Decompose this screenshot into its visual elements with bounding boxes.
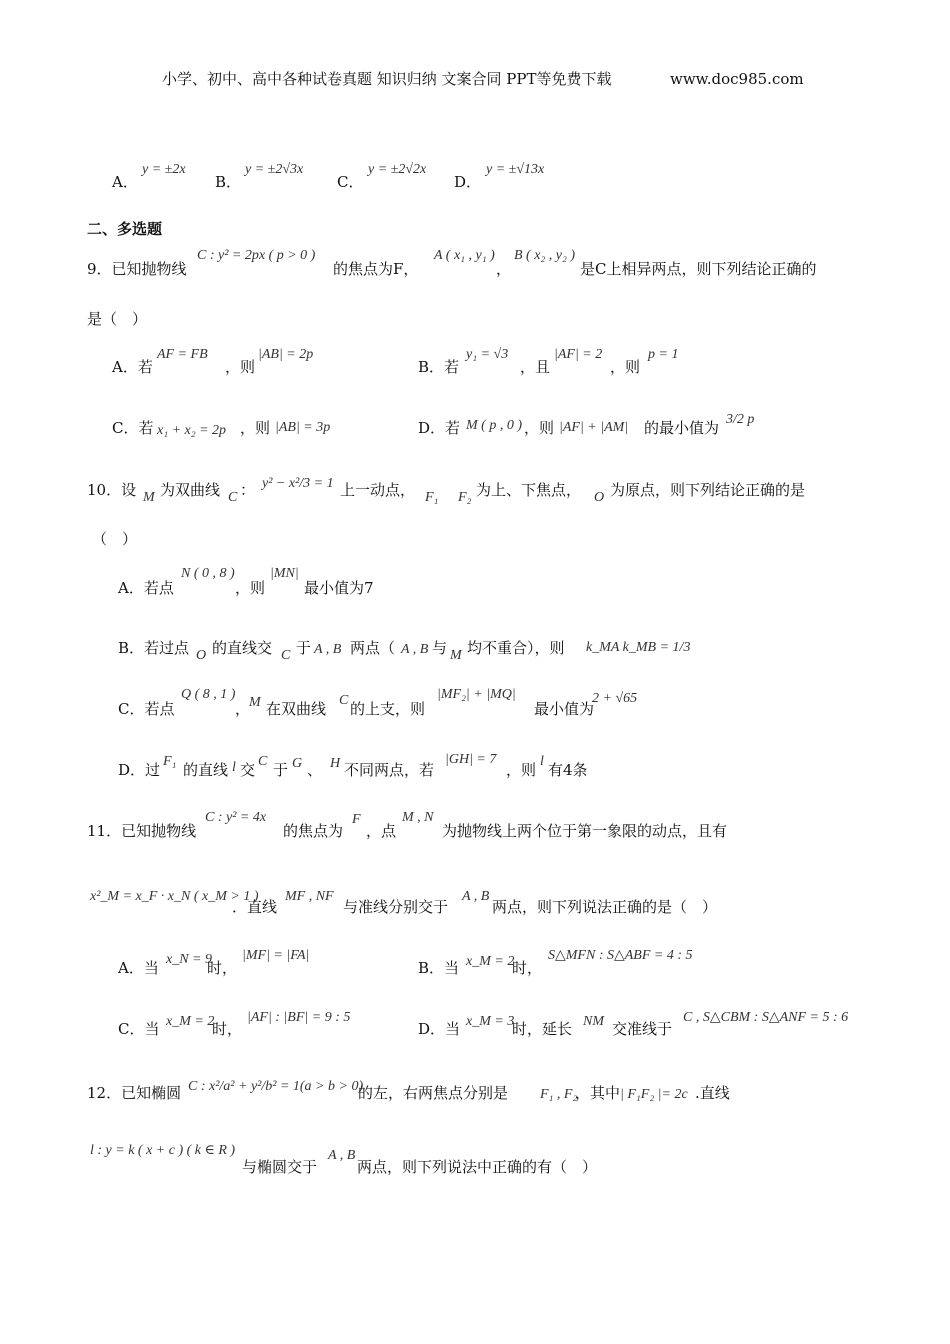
text: 的左，右两焦点分别是: [358, 1084, 509, 1102]
text: ，且: [520, 358, 551, 376]
text: 的直线交: [212, 639, 273, 657]
formula: F₁: [425, 490, 439, 505]
text: 的最小值为: [644, 419, 720, 437]
option-label: C．: [337, 173, 364, 191]
formula: C: [281, 648, 291, 663]
option-label: D．: [454, 173, 482, 191]
text: 为抛物线上两个位于第一象限的动点，且有: [442, 822, 728, 840]
formula: G: [292, 756, 303, 771]
text: 交准线于: [612, 1020, 673, 1038]
text: 两点，则下列说法正确的是（ ）: [492, 898, 718, 916]
formula: |AF| + |AM|: [559, 420, 629, 435]
text: 9．已知抛物线: [87, 260, 187, 278]
formula: x_M = 2: [466, 954, 515, 969]
option-label: A．若点: [118, 579, 174, 597]
text: 于: [273, 761, 289, 779]
text: 的上支，则: [350, 700, 426, 718]
formula: F₁: [163, 754, 177, 769]
text: 上一动点，: [340, 481, 416, 499]
text: 12．已知椭圆: [87, 1084, 182, 1102]
text: 是（ ）: [87, 310, 148, 328]
formula: F₂: [458, 490, 472, 505]
formula: B ( x₂ , y₂ ): [514, 248, 576, 263]
text: ，则: [506, 761, 537, 779]
text: 、: [307, 761, 323, 779]
formula: O: [594, 490, 605, 505]
formula: x_N = 9: [166, 952, 212, 967]
text: 有4条: [548, 761, 588, 779]
option-label: B．当: [418, 959, 460, 977]
formula: A , B: [462, 889, 490, 904]
text: 时，: [212, 1020, 243, 1038]
formula: x_M = 3: [466, 1014, 515, 1029]
formula: y² − x²/3 = 1: [262, 476, 334, 491]
option-label: D．当: [418, 1020, 461, 1038]
formula: A , B: [314, 642, 342, 657]
formula: C: [228, 490, 238, 505]
formula: y = ±2√3x: [245, 162, 304, 177]
text: 不同两点，若: [344, 761, 435, 779]
option-label: B．: [215, 173, 242, 191]
text: ，则: [225, 358, 256, 376]
formula: C : y² = 2px ( p > 0 ): [197, 248, 316, 263]
formula: l: [232, 760, 236, 775]
formula: |MF| = |FA|: [242, 948, 310, 963]
text: ，其中: [575, 1084, 621, 1102]
text: 时，: [512, 959, 543, 977]
text: 两点，则下列说法中正确的有（ ）: [357, 1158, 598, 1176]
text: （ ）: [92, 530, 138, 548]
formula: M ( p , 0 ): [466, 418, 522, 433]
option-label: C．若: [112, 419, 154, 437]
option-label: A．若: [112, 358, 153, 376]
option-label: D．若: [418, 419, 461, 437]
text: 两点（: [350, 639, 396, 657]
formula: k_MA k_MB = 1/3: [586, 640, 691, 655]
formula: y = ±2x: [142, 162, 186, 177]
formula: Q ( 8 , 1 ): [181, 687, 236, 702]
formula: x_M = 2: [166, 1014, 215, 1029]
option-label: C．若点: [118, 700, 175, 718]
text: ，: [235, 700, 251, 718]
formula: O: [196, 648, 207, 663]
formula: H: [330, 756, 341, 771]
formula: x²_M = x_F · x_N ( x_M > 1 ): [90, 889, 259, 904]
text: 时，: [207, 959, 238, 977]
text: 10．设: [87, 481, 137, 499]
text: ．直线: [232, 898, 278, 916]
formula: |AF| : |BF| = 9 : 5: [247, 1010, 351, 1025]
formula: |MN|: [270, 566, 299, 581]
formula: C : y² = 4x: [205, 810, 267, 825]
text: 均不重合），则: [467, 639, 565, 657]
text: 为原点，则下列结论正确的是: [610, 481, 806, 499]
formula: |GH| = 7: [445, 752, 497, 767]
formula: F: [352, 812, 361, 827]
formula: M: [249, 695, 261, 710]
option-label: D．过: [118, 761, 161, 779]
text: 交: [240, 761, 256, 779]
formula: A , B: [328, 1148, 356, 1163]
text: 的焦点为F，: [333, 260, 419, 278]
text: ：: [240, 481, 256, 499]
formula: F₁ , F₂: [540, 1087, 578, 1102]
formula: | F₁F₂ |= 2c: [620, 1087, 688, 1102]
formula: C : x²/a² + y²/b² = 1(a > b > 0): [188, 1079, 364, 1094]
text: 为上、下焦点，: [476, 481, 582, 499]
formula: y = ±√13x: [486, 162, 545, 177]
formula: x₁ + x₂ = 2p: [157, 423, 227, 438]
formula: 3/2 p: [726, 412, 755, 427]
section-title: 二、多选题: [87, 220, 163, 238]
option-label: A．: [112, 173, 138, 191]
text: 与: [432, 639, 448, 657]
text: 与准线分别交于: [343, 898, 449, 916]
text: 最小值为7: [304, 579, 374, 597]
formula: l : y = k ( x + c ) ( k ∈ R ): [90, 1143, 236, 1158]
option-label: B．若: [418, 358, 460, 376]
formula: N ( 0 , 8 ): [181, 566, 235, 581]
option-label: A．当: [118, 959, 159, 977]
header-left: 小学、初中、高中各种试卷真题 知识归纳 文案合同 PPT等免费下载: [162, 70, 612, 88]
formula: |AB| = 3p: [275, 420, 331, 435]
text: 于: [296, 639, 312, 657]
text: ，: [496, 260, 512, 278]
formula: 2 + √65: [592, 691, 638, 706]
text: 的直线: [183, 761, 229, 779]
option-label: B．若过点: [118, 639, 190, 657]
text: ，则: [610, 358, 641, 376]
formula: C , S△CBM : S△ANF = 5 : 6: [683, 1010, 849, 1025]
formula: AF = FB: [157, 347, 208, 362]
text: 是C上相异两点，则下列结论正确的: [580, 260, 817, 278]
text: 11．已知抛物线: [87, 822, 197, 840]
formula: S△MFN : S△ABF = 4 : 5: [548, 948, 693, 963]
text: ，则: [524, 419, 555, 437]
formula: |AB| = 2p: [258, 347, 314, 362]
text: 最小值为: [534, 700, 595, 718]
formula: M: [450, 648, 462, 663]
formula: y = ±2√2x: [368, 162, 427, 177]
formula: M , N: [402, 810, 434, 825]
formula: |MF₂| + |MQ|: [437, 687, 516, 702]
text: ，则: [235, 579, 266, 597]
text: 在双曲线: [266, 700, 327, 718]
text: .直线: [695, 1084, 730, 1102]
formula: |AF| = 2: [554, 347, 603, 362]
formula: p = 1: [648, 347, 679, 362]
formula: MF , NF: [285, 889, 334, 904]
header-right: www.doc985.com: [670, 70, 804, 88]
text: ，则: [240, 419, 271, 437]
formula: A ( x₁ , y₁ ): [434, 248, 495, 263]
formula: l: [540, 754, 544, 769]
text: 与椭圆交于: [242, 1158, 318, 1176]
formula: NM: [583, 1014, 604, 1029]
formula: M: [143, 490, 155, 505]
text: ，点: [366, 822, 397, 840]
text: 的焦点为: [283, 822, 344, 840]
text: 时，延长: [512, 1020, 573, 1038]
text: 为双曲线: [160, 481, 221, 499]
formula: A , B: [401, 642, 429, 657]
formula: C: [258, 754, 268, 769]
formula: C: [339, 693, 349, 708]
formula: y₁ = √3: [466, 347, 509, 362]
option-label: C．当: [118, 1020, 160, 1038]
